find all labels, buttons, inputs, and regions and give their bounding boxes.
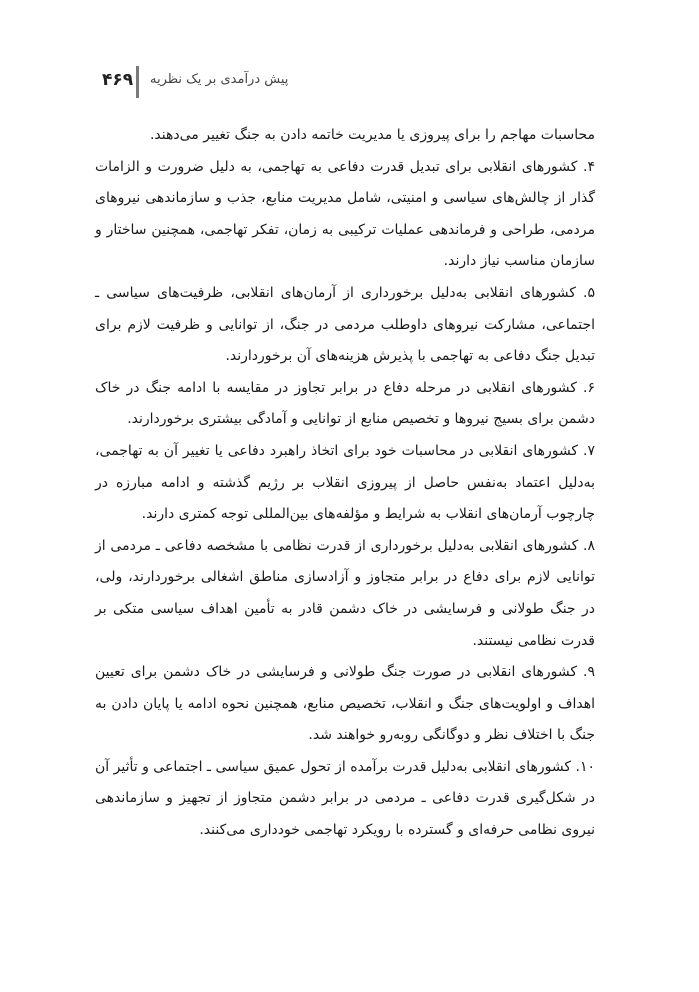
paragraph-continuation: محاسبات مهاجم را برای پیروزی یا مدیریت خاتمه دادن به جنگ تغییر می‌دهند. <box>149 127 595 143</box>
paragraph-item-8: ۸. کشورهای انقلابی به‌دلیل برخورداری از قدرت نظامی با مشخصه دفاعی ـ مردمی از توانایی لازم برای دفاع در برابر متجاوز و آزادسازی مناطق اشغالی برخوردارند، ولی، در جنگ طولانی و فرسایشی در خاک دشمن قادر به تأمین اهداف سیاسی متکی بر قدرت نظامی نیستند. <box>95 537 595 649</box>
paragraph-item-10: ۱۰. کشورهای انقلابی به‌دلیل قدرت برآمده از تحول عمیق سیاسی ـ اجتماعی و تأثیر آن در شکل‌گیری قدرت دفاعی ـ مردمی در برابر دشمن متجاوز از تجهیز و سازماندهی نیروی نظامی حرفه‌ای و گسترده با رویکرد تهاجمی خودداری می‌کنند. <box>95 758 595 839</box>
running-header <box>92 62 587 100</box>
body-text <box>95 120 595 847</box>
header-divider <box>136 66 139 98</box>
paragraph-item-4: ۴. کشورهای انقلابی برای تبدیل قدرت دفاعی به تهاجمی، به دلیل ضرورت و الزامات گذار از چالش‌های سیاسی و امنیتی، شامل مدیریت منابع، جذب و سازماندهی نیروهای مردمی، طراحی و فرماندهی عملیات ترکیبی به زمان، تفکر تهاجمی، همچنین ساختار و سازمان مناسب نیاز دارند. <box>95 158 595 270</box>
paragraph-item-9: ۹. کشورهای انقلابی در صورت جنگ طولانی و فرسایشی در خاک دشمن برای تعیین اهداف و اولویت‌های جنگ و انقلاب، تخصیص منابع، همچنین نحوه ادامه یا پایان دادن به جنگ با اختلاف نظر و دوگانگی روبه‌رو خواهند شد. <box>95 664 595 744</box>
running-title: پیش درآمدی بر یک نظریه <box>150 72 289 87</box>
page-number: ۴۶۹ <box>102 70 134 90</box>
paragraph-item-5: ۵. کشورهای انقلابی به‌دلیل برخورداری از آرمان‌های انقلابی، ظرفیت‌های سیاسی ـ اجتماعی، مشارکت نیروهای داوطلب مردمی در جنگ، از توانایی و ظرفیت لازم برای تبدیل جنگ دفاعی به تهاجمی با پذیرش هزینه‌های آن برخوردارند. <box>95 284 595 365</box>
paragraph-item-7: ۷. کشورهای انقلابی در محاسبات خود برای اتخاذ راهبرد دفاعی یا تغییر آن به تهاجمی، به‌دلیل اعتماد به‌نفس حاصل از پیروزی انقلاب بر رژیم گذشته و ادامه مبارزه در چارچوب آرمان‌های انقلاب به شرایط و مؤلفه‌های بین‌المللی توجه کمتری دارند. <box>95 442 595 523</box>
paragraph-item-6: ۶. کشورهای انقلابی در مرحله دفاع در برابر تجاوز در مقایسه با ادامه جنگ در خاک دشمن برای بسیج نیروها و تخصیص منابع از توانایی و آمادگی بیشتری برخوردارند. <box>95 379 595 428</box>
